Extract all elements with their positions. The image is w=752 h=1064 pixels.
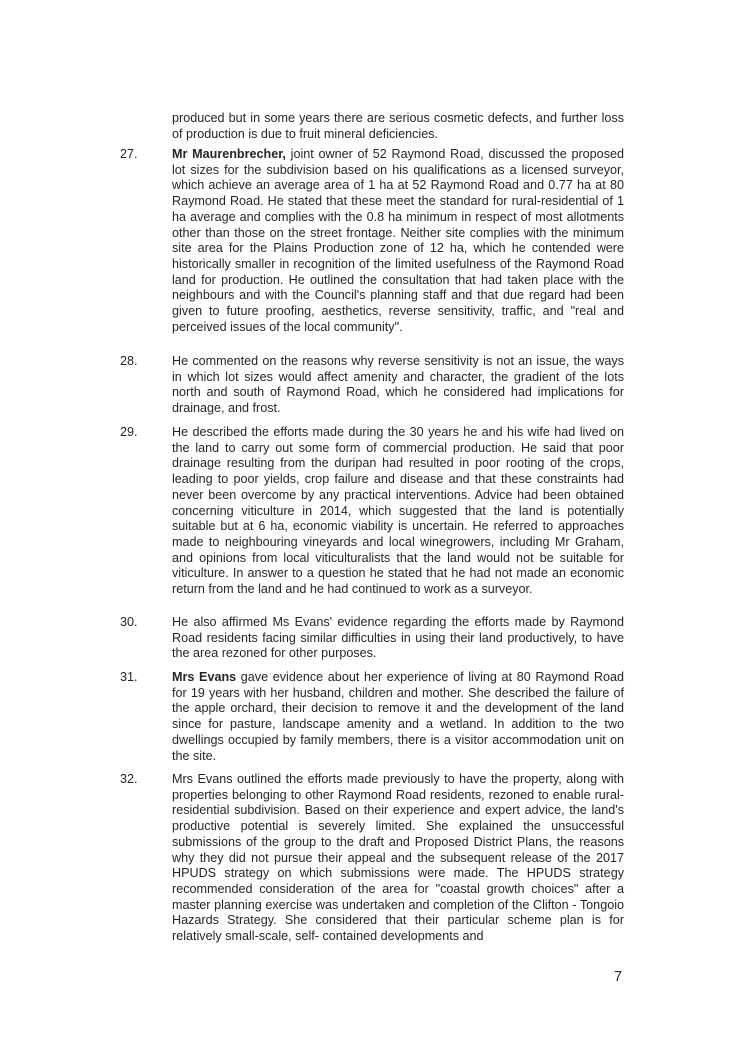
paragraph-body: He also affirmed Ms Evans' evidence regarding the efforts made by Raymond Road residents facing similar difficulties in using their land productively, to have the area rezoned for other purposes. (172, 615, 624, 661)
paragraph-number: 28. (120, 354, 138, 368)
paragraph-29 (120, 425, 624, 598)
paragraph-body (172, 670, 624, 764)
paragraph-number: 30. (120, 615, 138, 629)
paragraph-body: He commented on the reasons why reverse sensitivity is not an issue, the ways in which lot sizes would affect amenity and character, the gradient of the lots north and south of Raymond Road, which he considered had implications for drainage, and frost. (172, 354, 624, 416)
speaker-name: Mr Maurenbrecher, (172, 147, 286, 161)
paragraph-body (172, 147, 624, 335)
paragraph-number: 31. (120, 670, 138, 684)
continuation-paragraph: produced but in some years there are serious cosmetic defects, and further loss of production is due to fruit mineral deficiencies. (172, 111, 624, 141)
paragraph-text: gave evidence about her experience of living at 80 Raymond Road for 19 years with her husband, children and mother. She described the failure of the apple orchard, their decision to remove it and the development of the land since for pasture, landscape amenity and a wetland. In addition to the two dwellings occupied by family members, there is a visitor accommodation unit on the site. (172, 670, 625, 763)
paragraph-31 (120, 670, 624, 764)
paragraph-28 (120, 354, 624, 417)
paragraph-body: He described the efforts made during the 30 years he and his wife had lived on the land to carry out some form of commercial production. He said that poor drainage resulting from the duripan had resulted in poor rooting of the crops, leading to poor yields, crop failure and disease and that these constraints had never been overcome by any practical interventions. Advice had been obtained concerning viticulture in 2014, which suggested that the land is potentially suitable but at 6 ha, economic viability is uncertain. He referred to approaches made to neighbouring vineyards and local winegrowers, including Mr Graham, and opinions from local viticulturalists that the land would not be suitable for viticulture. In answer to a question he stated that he had not made an economic return from the land and he had continued to work as a surveyor. (172, 425, 624, 597)
paragraph-32 (120, 772, 624, 945)
speaker-name: Mrs Evans (172, 670, 237, 684)
paragraph-number: 27. (120, 147, 138, 161)
paragraph-27 (120, 147, 624, 335)
page-number: 7 (614, 969, 623, 985)
paragraph-text: joint owner of 52 Raymond Road, discussed the proposed lot sizes for the subdivision based on his qualifications as a licensed surveyor, which achieve an average area of 1 ha at 52 Raymond Road and 0.77 ha at 80 Raymond Road. He stated that these meet the standard for rural-residential of 1 ha average and complies with the 0.8 ha minimum in respect of most allotments other than those on the street frontage. Neither site complies with the minimum site area for the Plains Production zone of 12 ha, which he contended were historically smaller in recognition of the limited usefulness of the Raymond Road land for production. He outlined the consultation that had taken place with the neighbours and with the Council's planning staff and that due regard had been given to future proofing, aesthetics, reverse sensitivity, traffic, and "real and perceived issues of the local community". (172, 147, 624, 334)
paragraph-number: 29. (120, 425, 138, 439)
paragraph-30 (120, 615, 624, 662)
paragraph-body: Mrs Evans outlined the efforts made previously to have the property, along with properties belonging to other Raymond Road residents, rezoned to enable rural-residential subdivision. Based on their experience and expert advice, the land's productive potential is severely limited. She explained the unsuccessful submissions of the group to the draft and Proposed District Plans, the reasons why they did not pursue their appeal and the subsequent release of the 2017 HPUDS strategy on which submissions were made. The HPUDS strategy recommended consideration of the area for "coastal growth choices" after a master planning exercise was undertaken and completion of the Clifton - Tongoio Hazards Strategy. She considered that their particular scheme plan is for relatively small-scale, self- contained developments and (172, 772, 624, 944)
paragraph-number: 32. (120, 772, 138, 786)
